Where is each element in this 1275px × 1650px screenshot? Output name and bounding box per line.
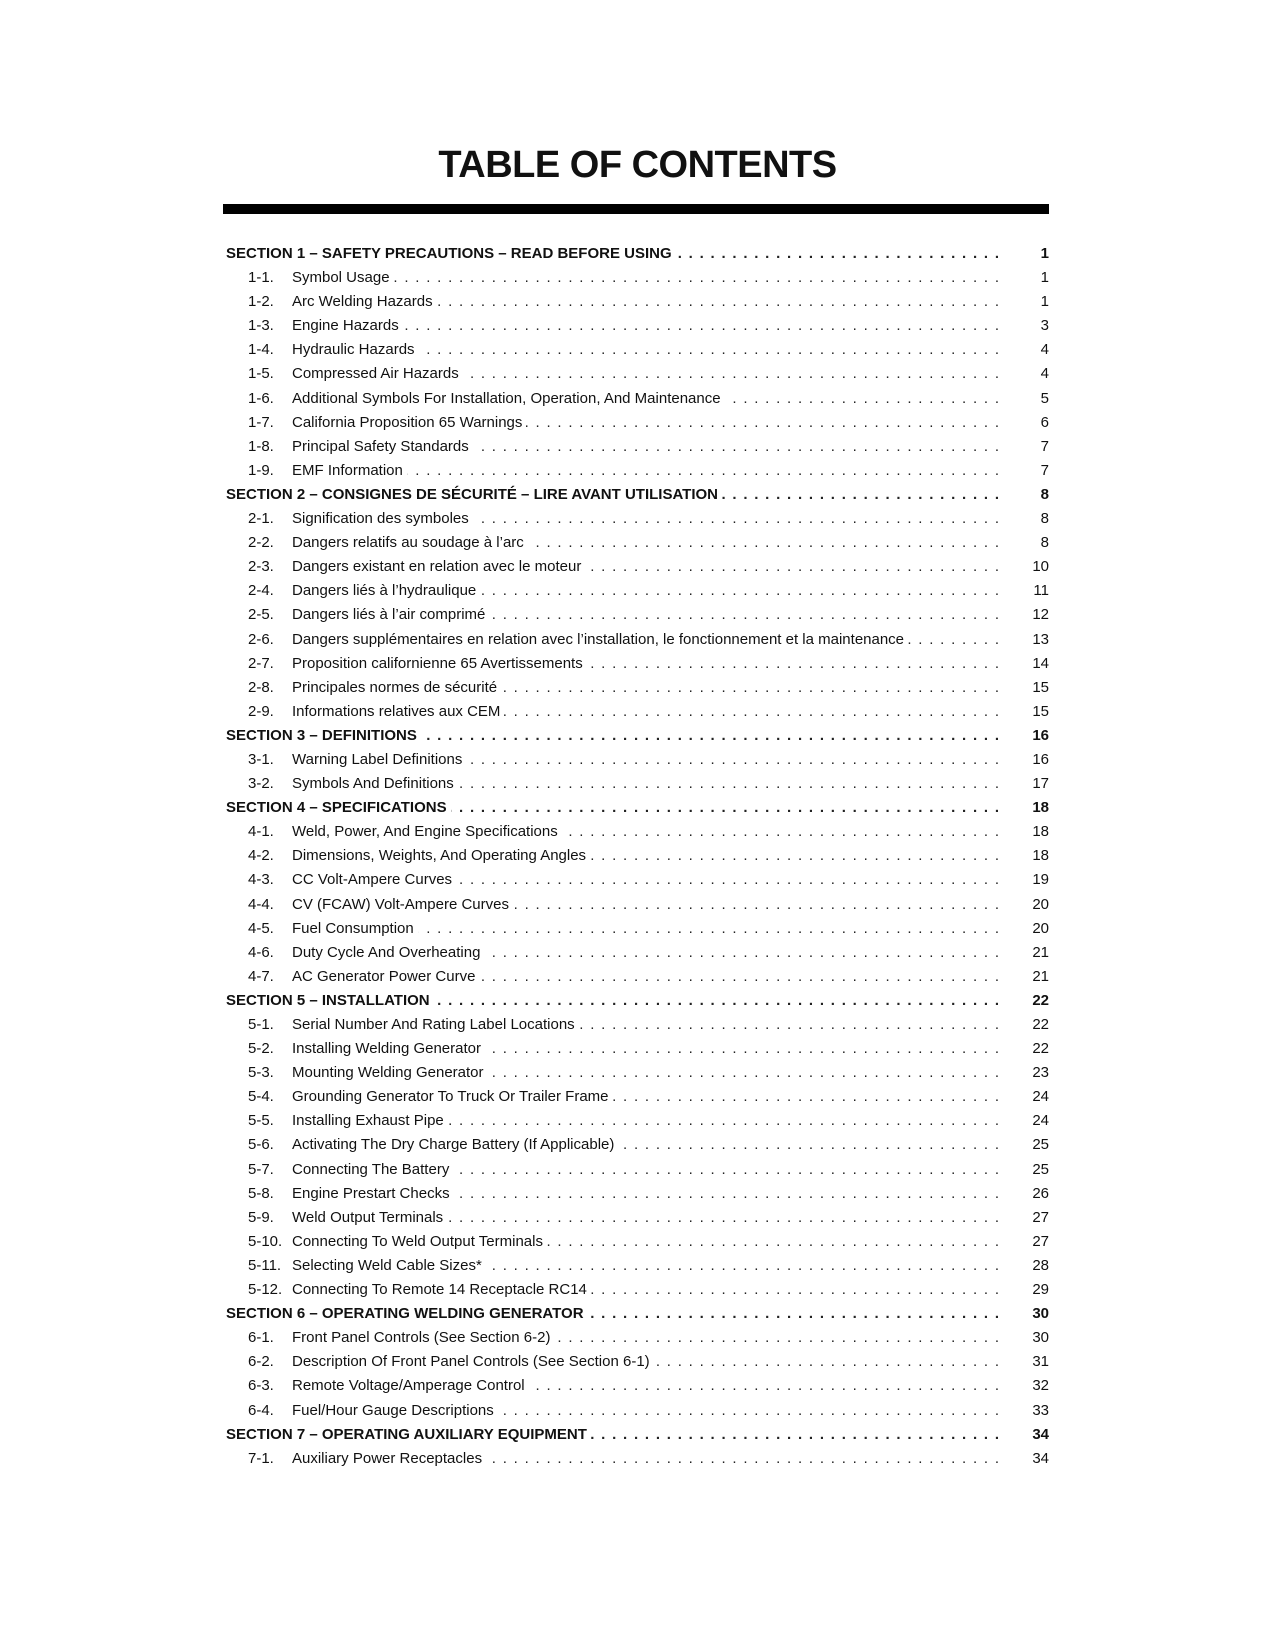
dot-leader — [513, 893, 999, 917]
item-number: 2-4. — [248, 582, 274, 600]
item-title: Activating The Dry Charge Battery (If Applicable) — [292, 1136, 615, 1154]
table-of-contents — [226, 242, 1049, 1471]
item-number: 2-7. — [248, 654, 274, 672]
toc-item-1-6[interactable] — [226, 387, 1049, 411]
item-title: Proposition californienne 65 Avertissements — [292, 654, 583, 672]
dot-leader — [908, 628, 999, 652]
page-number: 8 — [1040, 485, 1049, 503]
toc-item-1-5[interactable] — [226, 362, 1049, 386]
item-number: 3-1. — [248, 750, 274, 768]
item-title: Dangers existant en relation avec le moteur — [292, 558, 582, 576]
page-number: 4 — [1040, 341, 1049, 359]
item-number: 5-6. — [248, 1136, 274, 1154]
dot-leader — [434, 989, 999, 1013]
page-number: 19 — [1032, 871, 1049, 889]
toc-item-5-2[interactable] — [226, 1037, 1049, 1061]
page-number: 16 — [1032, 726, 1049, 744]
item-number: 2-5. — [248, 606, 274, 624]
item-number: 5-7. — [248, 1160, 274, 1178]
toc-item-6-4[interactable] — [226, 1399, 1049, 1423]
item-number: 7-1. — [248, 1449, 274, 1467]
page-number: 16 — [1032, 750, 1049, 768]
page-number: 18 — [1032, 847, 1049, 865]
toc-item-5-10[interactable] — [226, 1230, 1049, 1254]
item-number: 4-6. — [248, 943, 274, 961]
toc-item-4-2[interactable] — [226, 844, 1049, 868]
item-number: 6-3. — [248, 1377, 274, 1395]
dot-leader — [654, 1350, 999, 1374]
toc-item-5-3[interactable] — [226, 1061, 1049, 1085]
dot-leader — [484, 941, 999, 965]
toc-item-6-3[interactable] — [226, 1374, 1049, 1398]
toc-item-7-1[interactable] — [226, 1447, 1049, 1471]
dot-leader — [421, 724, 999, 748]
item-number: 1-1. — [248, 269, 274, 287]
item-number: 1-3. — [248, 317, 274, 335]
item-title: Duty Cycle And Overheating — [292, 943, 481, 961]
toc-section-5[interactable] — [226, 989, 1049, 1013]
item-title: Selecting Weld Cable Sizes* — [292, 1256, 482, 1274]
item-title: Fuel Consumption — [292, 919, 414, 937]
page-number: 33 — [1032, 1401, 1049, 1419]
item-title: Connecting The Battery — [292, 1160, 450, 1178]
page-number: 3 — [1040, 317, 1049, 335]
item-number: 1-5. — [248, 365, 274, 383]
item-number: 4-1. — [248, 823, 274, 841]
toc-item-1-3[interactable] — [226, 314, 1049, 338]
dot-leader — [587, 652, 999, 676]
page-number: 14 — [1032, 654, 1049, 672]
item-title: Connecting To Remote 14 Receptacle RC14 — [292, 1281, 587, 1299]
dot-leader — [419, 338, 999, 362]
page-number: 22 — [1032, 1040, 1049, 1058]
toc-section-4[interactable] — [226, 796, 1049, 820]
dot-leader — [458, 772, 999, 796]
item-number: 2-9. — [248, 702, 274, 720]
dot-leader — [418, 917, 999, 941]
page-number: 11 — [1033, 582, 1049, 600]
item-title: EMF Information — [292, 461, 403, 479]
toc-item-1-9[interactable] — [226, 459, 1049, 483]
item-number: 5-2. — [248, 1040, 274, 1058]
page-number: 15 — [1032, 702, 1049, 720]
page-number: 1 — [1040, 245, 1049, 262]
item-number: 5-11. — [248, 1256, 282, 1274]
toc-section-6[interactable] — [226, 1302, 1049, 1326]
item-number: 3-2. — [248, 775, 274, 793]
dot-leader — [479, 965, 999, 989]
dot-leader — [486, 1447, 999, 1471]
page-number: 7 — [1040, 437, 1049, 455]
dot-leader — [454, 1182, 999, 1206]
dot-leader — [488, 1061, 1000, 1085]
item-title: Engine Prestart Checks — [292, 1184, 450, 1202]
section-title: SECTION 2 – CONSIGNES DE SÉCURITÉ – LIRE AVANT UTILISATION — [226, 485, 718, 503]
dot-leader — [591, 1423, 999, 1447]
toc-item-5-8[interactable] — [226, 1182, 1049, 1206]
page-number: 1 — [1040, 293, 1049, 311]
item-title: Symbols And Definitions — [292, 775, 454, 793]
item-title: Front Panel Controls (See Section 6-2) — [292, 1329, 551, 1347]
page-number: 8 — [1040, 534, 1049, 552]
dot-leader — [526, 411, 999, 435]
toc-item-4-7[interactable] — [226, 965, 1049, 989]
page-number: 25 — [1032, 1160, 1049, 1178]
page-number: 34 — [1032, 1449, 1049, 1467]
toc-item-2-2[interactable] — [226, 531, 1049, 555]
section-title: SECTION 1 – SAFETY PRECAUTIONS – READ BEFORE USING — [226, 245, 672, 262]
item-title: Description Of Front Panel Controls (See Section 6-1) — [292, 1353, 650, 1371]
page-number: 23 — [1032, 1064, 1049, 1082]
dot-leader — [591, 1278, 999, 1302]
dot-leader — [447, 1206, 999, 1230]
page-number: 20 — [1032, 919, 1049, 937]
item-number: 1-4. — [248, 341, 274, 359]
item-number: 4-4. — [248, 895, 274, 913]
dot-leader — [407, 459, 999, 483]
item-number: 6-4. — [248, 1401, 274, 1419]
item-title: Additional Symbols For Installation, Operation, And Maintenance — [292, 389, 721, 407]
page-number: 31 — [1032, 1353, 1049, 1371]
dot-leader — [498, 1399, 999, 1423]
dot-leader — [547, 1230, 999, 1254]
page-number: 34 — [1032, 1425, 1049, 1443]
page-number: 22 — [1032, 991, 1049, 1009]
item-title: Compressed Air Hazards — [292, 365, 459, 383]
item-number: 6-2. — [248, 1353, 274, 1371]
item-title: Signification des symboles — [292, 510, 469, 528]
toc-item-6-2[interactable] — [226, 1350, 1049, 1374]
item-number: 2-1. — [248, 510, 274, 528]
toc-item-5-11[interactable] — [226, 1254, 1049, 1278]
section-title: SECTION 7 – OPERATING AUXILIARY EQUIPMENT — [226, 1425, 587, 1443]
toc-item-2-4[interactable] — [226, 579, 1049, 603]
dot-leader — [529, 1374, 999, 1398]
item-number: 1-6. — [248, 389, 274, 407]
dot-leader — [579, 1013, 999, 1037]
page-number: 30 — [1032, 1305, 1049, 1323]
item-title: Warning Label Definitions — [292, 750, 463, 768]
page-number: 10 — [1032, 558, 1049, 576]
dot-leader — [562, 820, 999, 844]
item-title: CC Volt-Ampere Curves — [292, 871, 453, 889]
section-title: SECTION 3 – DEFINITIONS — [226, 726, 417, 744]
toc-item-2-6[interactable] — [226, 628, 1049, 652]
page-number: 26 — [1032, 1184, 1049, 1202]
section-title: SECTION 4 – SPECIFICATIONS — [226, 799, 447, 817]
item-title: Dangers supplémentaires en relation avec l’installation, le fonctionnement et la maintenance — [292, 630, 905, 648]
toc-item-5-7[interactable] — [226, 1158, 1049, 1182]
dot-leader — [528, 531, 999, 555]
page-number: 27 — [1032, 1208, 1049, 1226]
toc-item-2-9[interactable] — [226, 700, 1049, 724]
page-number: 1 — [1040, 269, 1049, 287]
toc-item-1-7[interactable] — [226, 411, 1049, 435]
item-title: Serial Number And Rating Label Locations — [292, 1016, 575, 1033]
item-number: 6-1. — [248, 1329, 274, 1347]
item-title: Principales normes de sécurité — [292, 678, 498, 696]
page-number: 21 — [1032, 943, 1049, 961]
dot-leader — [590, 844, 999, 868]
page-number: 13 — [1032, 630, 1049, 648]
dot-leader — [504, 700, 999, 724]
item-title: Connecting To Weld Output Terminals — [292, 1232, 543, 1250]
page-number: 12 — [1032, 606, 1049, 624]
item-title: Informations relatives aux CEM — [292, 702, 501, 720]
dot-leader — [456, 868, 999, 892]
page-number: 7 — [1040, 461, 1049, 479]
dot-leader — [451, 796, 999, 820]
dot-leader — [463, 362, 999, 386]
item-title: California Proposition 65 Warnings — [292, 413, 523, 431]
page-number: 27 — [1032, 1232, 1049, 1250]
toc-section-7[interactable] — [226, 1423, 1049, 1447]
item-title: Weld, Power, And Engine Specifications — [292, 823, 558, 841]
dot-leader — [473, 435, 999, 459]
toc-item-3-1[interactable] — [226, 748, 1049, 772]
toc-item-2-7[interactable] — [226, 652, 1049, 676]
item-number: 2-6. — [248, 630, 274, 648]
section-title: SECTION 6 – OPERATING WELDING GENERATOR — [226, 1305, 584, 1323]
item-title: Principal Safety Standards — [292, 437, 469, 455]
page-number: 32 — [1032, 1377, 1049, 1395]
item-title: Symbol Usage — [292, 269, 390, 287]
toc-section-1[interactable] — [226, 242, 1049, 266]
item-number: 5-10. — [248, 1232, 283, 1250]
toc-section-2[interactable] — [226, 483, 1049, 507]
item-number: 2-3. — [248, 558, 274, 576]
toc-item-5-1[interactable] — [226, 1013, 1049, 1037]
item-title: Fuel/Hour Gauge Descriptions — [292, 1401, 494, 1419]
dot-leader — [676, 242, 999, 266]
toc-item-3-2[interactable] — [226, 772, 1049, 796]
item-number: 1-2. — [248, 293, 274, 311]
item-number: 5-9. — [248, 1208, 274, 1226]
item-number: 5-4. — [248, 1088, 274, 1106]
page-number: 25 — [1032, 1136, 1049, 1154]
page-number: 18 — [1032, 799, 1049, 817]
dot-leader — [585, 555, 999, 579]
dot-leader — [722, 483, 999, 507]
item-title: Auxiliary Power Receptacles — [292, 1449, 483, 1467]
item-title: Grounding Generator To Truck Or Trailer Frame — [292, 1088, 609, 1106]
toc-item-5-6[interactable] — [226, 1133, 1049, 1157]
item-number: 1-7. — [248, 413, 274, 431]
toc-item-5-12[interactable] — [226, 1278, 1049, 1302]
item-title: Dangers relatifs au soudage à l’arc — [292, 534, 524, 552]
item-number: 1-9. — [248, 461, 274, 479]
item-title: Dangers liés à l’air comprimé — [292, 606, 486, 624]
item-title: Arc Welding Hazards — [292, 293, 433, 311]
item-number: 5-1. — [248, 1016, 274, 1033]
toc-item-1-2[interactable] — [226, 290, 1049, 314]
toc-item-5-9[interactable] — [226, 1206, 1049, 1230]
item-number: 2-8. — [248, 678, 274, 696]
toc-item-2-5[interactable] — [226, 603, 1049, 627]
item-number: 4-7. — [248, 967, 274, 985]
section-title: SECTION 5 – INSTALLATION — [226, 991, 430, 1009]
dot-leader — [466, 748, 999, 772]
page-number: 6 — [1040, 413, 1049, 431]
dot-leader — [618, 1133, 999, 1157]
toc-item-4-1[interactable] — [226, 820, 1049, 844]
item-number: 5-5. — [248, 1112, 274, 1130]
item-number: 4-3. — [248, 871, 274, 889]
dot-leader — [453, 1158, 999, 1182]
item-title: Engine Hazards — [292, 317, 399, 335]
item-number: 4-5. — [248, 919, 274, 937]
page-number: 18 — [1032, 823, 1049, 841]
page-number: 8 — [1040, 510, 1049, 528]
toc-item-2-3[interactable] — [226, 555, 1049, 579]
item-number: 5-8. — [248, 1184, 274, 1202]
page-number: 20 — [1032, 895, 1049, 913]
page-number: 15 — [1032, 678, 1049, 696]
page-number: 24 — [1032, 1112, 1049, 1130]
toc-item-4-4[interactable] — [226, 893, 1049, 917]
dot-leader — [448, 1109, 999, 1133]
page-number: 30 — [1032, 1329, 1049, 1347]
dot-leader — [613, 1085, 999, 1109]
item-number: 5-12. — [248, 1281, 283, 1299]
toc-section-3[interactable] — [226, 724, 1049, 748]
item-number: 2-2. — [248, 534, 274, 552]
page-number: 21 — [1032, 967, 1049, 985]
item-number: 4-2. — [248, 847, 274, 865]
item-title: Weld Output Terminals — [292, 1208, 444, 1226]
page-number: 29 — [1032, 1281, 1049, 1299]
toc-item-5-5[interactable] — [226, 1109, 1049, 1133]
dot-leader — [486, 1254, 999, 1278]
toc-item-4-5[interactable] — [226, 917, 1049, 941]
toc-item-5-4[interactable] — [226, 1085, 1049, 1109]
toc-item-1-8[interactable] — [226, 435, 1049, 459]
toc-item-4-6[interactable] — [226, 941, 1049, 965]
item-title: Remote Voltage/Amperage Control — [292, 1377, 525, 1395]
toc-item-4-3[interactable] — [226, 868, 1049, 892]
page-number: 4 — [1040, 365, 1049, 383]
page-number: 17 — [1032, 775, 1049, 793]
page-number: 24 — [1032, 1088, 1049, 1106]
item-title: Dimensions, Weights, And Operating Angles — [292, 847, 587, 865]
item-number: 5-3. — [248, 1064, 274, 1082]
item-title: CV (FCAW) Volt-Ampere Curves — [292, 895, 509, 913]
dot-leader — [473, 507, 999, 531]
item-title: Dangers liés à l’hydraulique — [292, 582, 477, 600]
page-number: 5 — [1040, 389, 1049, 407]
toc-item-1-1[interactable] — [226, 266, 1049, 290]
page-number: 22 — [1032, 1016, 1049, 1033]
item-number: 1-8. — [248, 437, 274, 455]
item-title: Installing Exhaust Pipe — [292, 1112, 444, 1130]
dot-leader — [485, 1037, 999, 1061]
toc-item-1-4[interactable] — [226, 338, 1049, 362]
dot-leader — [480, 579, 999, 603]
toc-item-2-1[interactable] — [226, 507, 1049, 531]
toc-item-2-8[interactable] — [226, 676, 1049, 700]
dot-leader — [588, 1302, 999, 1326]
dot-leader — [554, 1326, 999, 1350]
dot-leader — [489, 603, 999, 627]
item-title: Hydraulic Hazards — [292, 341, 415, 359]
item-title: Mounting Welding Generator — [292, 1064, 484, 1082]
dot-leader — [725, 387, 999, 411]
dot-leader — [501, 676, 999, 700]
toc-item-6-1[interactable] — [226, 1326, 1049, 1350]
item-title: Installing Welding Generator — [292, 1040, 481, 1058]
dot-leader — [437, 290, 999, 314]
dot-leader — [403, 314, 999, 338]
item-title: AC Generator Power Curve — [292, 967, 476, 985]
page-title: TABLE OF CONTENTS — [438, 144, 837, 186]
title-rule-divider — [223, 204, 1049, 214]
dot-leader — [394, 266, 999, 290]
page-number: 28 — [1032, 1256, 1049, 1274]
